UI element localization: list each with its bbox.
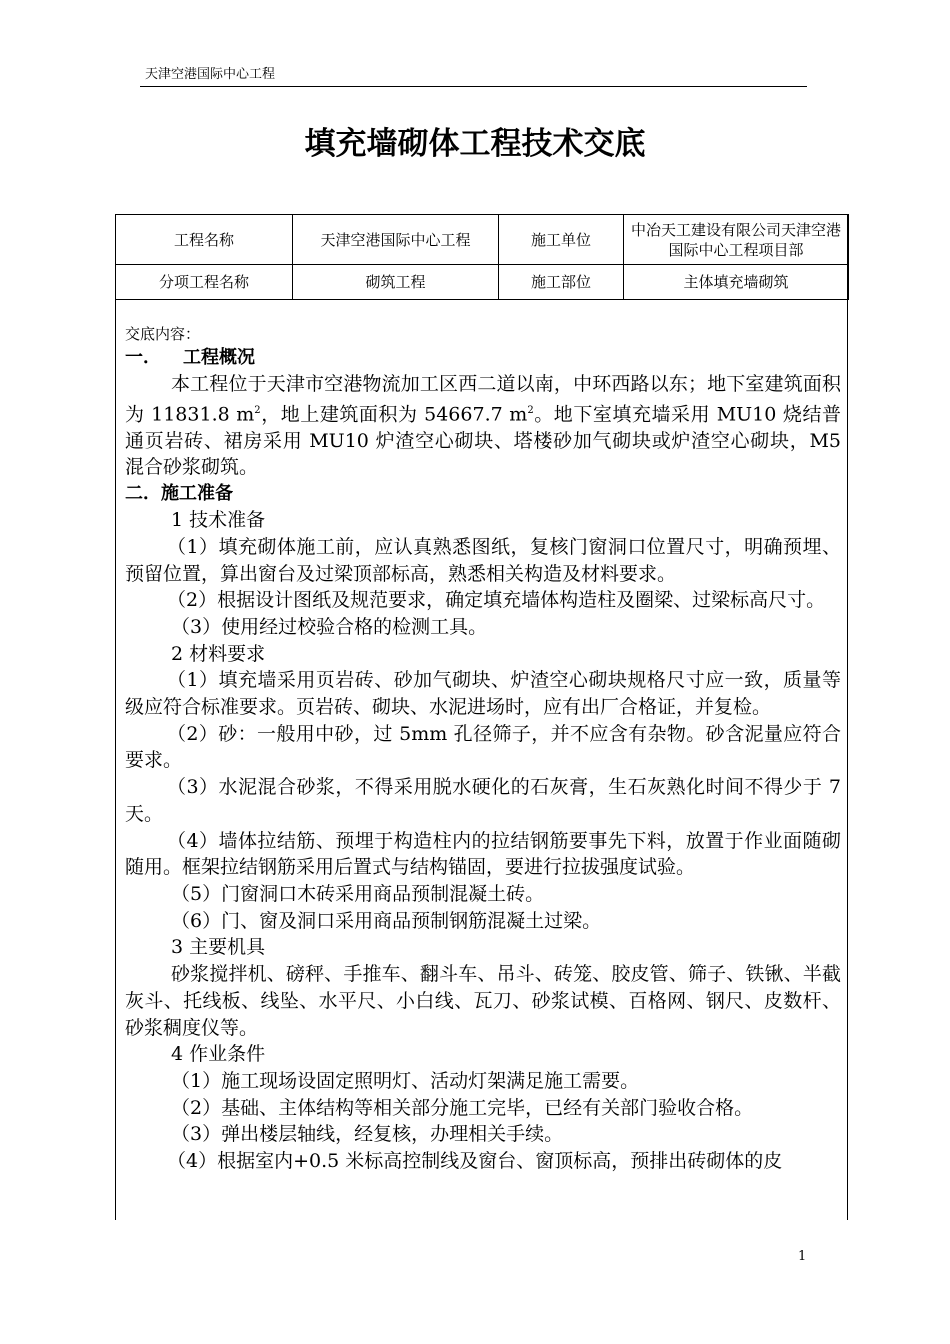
- superscript: 2: [527, 404, 534, 416]
- section-heading: [125, 345, 841, 371]
- project-name-value: 天津空港国际中心工程: [293, 215, 499, 265]
- subsection-heading: 1 技术准备: [171, 509, 266, 532]
- project-name-label: 工程名称: [116, 215, 293, 265]
- list-item: （2）砂：一般用中砂，过 5mm 孔径筛子，并不应含有杂物。砂含泥量应符合要求。: [125, 722, 841, 772]
- list-item: （4）墙体拉结筋、预埋于构造柱内的拉结钢筋要事先下料，放置于作业面随砌随用。框架拉结钢筋采用后置式与结构锚固，要进行拉拔强度试验。: [125, 829, 841, 879]
- page-number: 1: [798, 1249, 807, 1264]
- list-item: （1）填充砌体施工前，应认真熟悉图纸，复核门窗洞口位置尺寸，明确预埋、预留位置，算出窗台及过梁顶部标高，熟悉相关构造及材料要求。: [125, 535, 841, 585]
- list-item: （2）基础、主体结构等相关部分施工完毕，已经有关部门验收合格。: [171, 1096, 754, 1119]
- table-row: [116, 215, 849, 265]
- list-item: （5）门窗洞口木砖采用商品预制混凝土砖。: [171, 882, 545, 905]
- contractor-label: 施工单位: [499, 215, 624, 265]
- list-item: （4）根据室内+0.5 米标高控制线及窗台、窗顶标高，预排出砖砌体的皮: [167, 1150, 783, 1173]
- overview-text: 。地下室填充墙采用 MU10 烧结普通页岩砖、裙房采用 MU10 炉渣空心砌块、塔楼砂加气砌块或炉渣空心砌块，M5 混合砂浆砌筑。: [125, 403, 841, 479]
- section-number: 一．: [125, 347, 161, 368]
- overview-paragraph: [125, 371, 841, 481]
- list-item: （3）水泥混合砂浆，不得采用脱水硬化的石灰膏，生石灰熟化时间不得少于 7 天。: [125, 776, 841, 825]
- content-lead: 交底内容：: [125, 325, 201, 343]
- table-row: [116, 265, 849, 300]
- subproject-label: 分项工程名称: [116, 265, 293, 300]
- list-item: （3）弹出楼层轴线，经复核，办理相关手续。: [171, 1123, 564, 1146]
- list-item: （6）门、窗及洞口采用商品预制钢筋混凝土过梁。: [171, 909, 602, 932]
- subsection-heading: 3 主要机具: [171, 936, 266, 959]
- location-value: 主体填充墙砌筑: [624, 265, 849, 300]
- contractor-value: 中冶天工建设有限公司天津空港国际中心工程项目部: [624, 215, 849, 265]
- disclosure-content: [125, 323, 841, 1175]
- list-item: （3）使用经过校验合格的检测工具。: [171, 615, 488, 638]
- superscript: 2: [254, 404, 261, 416]
- list-item: （1）施工现场设固定照明灯、活动灯架满足施工需要。: [171, 1069, 640, 1092]
- list-item: （2）根据设计图纸及规范要求，确定填充墙体构造柱及圈梁、过梁标高尺寸。: [167, 589, 826, 612]
- location-label: 施工部位: [499, 265, 624, 300]
- section-title: 施工准备: [161, 483, 233, 505]
- section-number: 二．: [125, 483, 161, 505]
- document-title: 填充墙砌体工程技术交底: [304, 126, 646, 162]
- list-item: （1）填充墙采用页岩砖、砂加气砌块、炉渣空心砌块规格尺寸应一致，质量等级应符合标准要求。页岩砖、砌块、水泥进场时，应有出厂合格证，并复检。: [125, 669, 841, 719]
- overview-text: 本工程位于天津市空港物流加工区西二道以南，中环西路以东；地下室建筑面积为 11831.8 m: [125, 373, 841, 426]
- subsection-heading: 4 作业条件: [171, 1043, 266, 1066]
- header-rule: [140, 86, 807, 87]
- project-info-table: [115, 214, 849, 300]
- running-header: 天津空港国际中心工程: [145, 67, 276, 82]
- disclosure-form: [115, 214, 848, 1220]
- equipment-paragraph: 砂浆搅拌机、磅秤、手推车、翻斗车、吊斗、砖笼、胶皮管、筛子、铁锹、半截灰斗、托线板、线坠、水平尺、小白线、瓦刀、砂浆试模、百格网、钢尺、皮数杆、砂浆稠度仪等。: [125, 963, 841, 1039]
- subsection-heading: 2 材料要求: [171, 642, 266, 665]
- overview-text: ，地上建筑面积为 54667.7 m: [260, 403, 528, 426]
- section-heading: [125, 481, 841, 507]
- section-title: 工程概况: [183, 347, 255, 368]
- subproject-value: 砌筑工程: [293, 265, 499, 300]
